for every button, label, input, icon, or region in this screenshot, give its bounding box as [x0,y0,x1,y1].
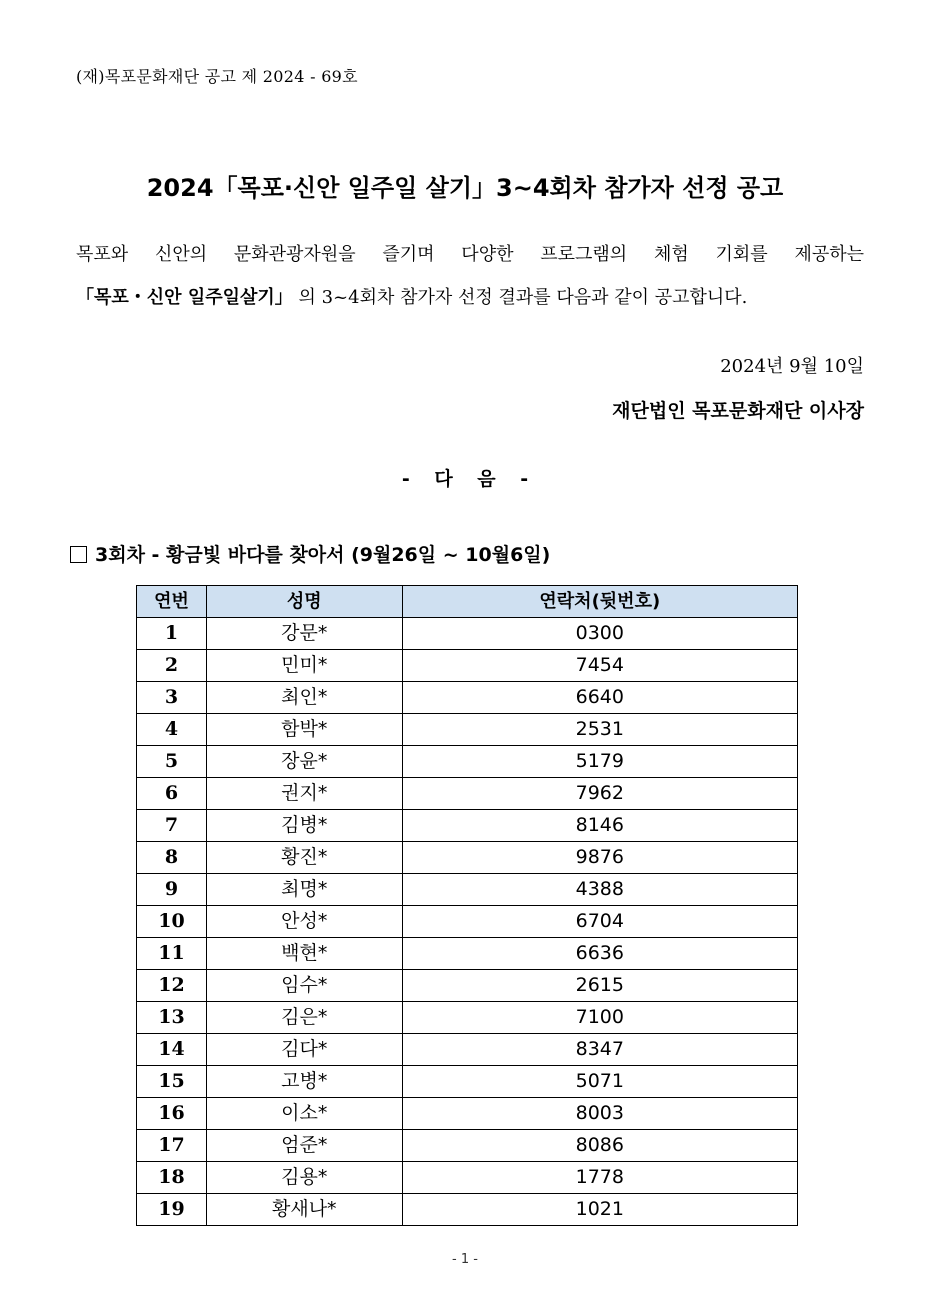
participant-name: 안성* [206,906,402,938]
participant-name: 김은* [206,1002,402,1034]
table-row [137,1098,798,1130]
phone-last-digits: 0300 [402,618,797,650]
table-row [137,1034,798,1066]
table-row [137,938,798,970]
phone-last-digits: 7454 [402,650,797,682]
intro-paragraph-line-2 [76,283,864,309]
table-header-row [137,586,798,618]
participant-name: 고병* [206,1066,402,1098]
participant-name: 황새나* [206,1194,402,1226]
table-row [137,714,798,746]
participant-name: 김용* [206,1162,402,1194]
table-row [137,842,798,874]
row-number: 6 [137,778,207,810]
participant-name: 강문* [206,618,402,650]
page-number: - 1 - [452,1252,478,1267]
phone-last-digits: 8003 [402,1098,797,1130]
section-title: 3회차 - 황금빛 바다를 찾아서 (9월26일 ~ 10월6일) [95,544,551,566]
row-number: 11 [137,938,207,970]
row-number: 19 [137,1194,207,1226]
phone-last-digits: 5179 [402,746,797,778]
phone-last-digits: 7100 [402,1002,797,1034]
table-row [137,810,798,842]
phone-last-digits: 2615 [402,970,797,1002]
program-name: 「목포・신안 일주일살기」 [76,287,293,308]
row-number: 10 [137,906,207,938]
header-phone: 연락처(뒷번호) [402,586,797,618]
notice-number: (재)목포문화재단 공고 제 2024 - 69호 [76,67,358,86]
participant-name: 엄준* [206,1130,402,1162]
row-number: 16 [137,1098,207,1130]
header-number: 연번 [137,586,207,618]
row-number: 18 [137,1162,207,1194]
table-row [137,1066,798,1098]
row-number: 15 [137,1066,207,1098]
table-row [137,874,798,906]
row-number: 14 [137,1034,207,1066]
row-number: 4 [137,714,207,746]
participant-name: 장윤* [206,746,402,778]
row-number: 7 [137,810,207,842]
phone-last-digits: 6636 [402,938,797,970]
table-row [137,970,798,1002]
row-number: 5 [137,746,207,778]
phone-last-digits: 7962 [402,778,797,810]
table-row [137,1002,798,1034]
section-heading [70,540,550,567]
participant-name: 최명* [206,874,402,906]
notice-date: 2024년 9월 10일 [720,356,864,377]
row-number: 1 [137,618,207,650]
table-row [137,1162,798,1194]
phone-last-digits: 1021 [402,1194,797,1226]
table-row [137,1130,798,1162]
intro-paragraph-line-1: 목포와 신안의 문화관광자원을 즐기며 다양한 프로그램의 체험 기회를 제공하는 [76,244,864,265]
table-row [137,682,798,714]
phone-last-digits: 8347 [402,1034,797,1066]
participant-name: 함박* [206,714,402,746]
phone-last-digits: 8146 [402,810,797,842]
participant-name: 민미* [206,650,402,682]
phone-last-digits: 8086 [402,1130,797,1162]
table-row [137,618,798,650]
phone-last-digits: 1778 [402,1162,797,1194]
intro-paragraph-rest: 의 3~4회차 참가자 선정 결과를 다음과 같이 공고합니다. [292,287,748,308]
checkbox-square-icon [70,546,87,563]
row-number: 2 [137,650,207,682]
row-number: 8 [137,842,207,874]
table-row [137,746,798,778]
row-number: 9 [137,874,207,906]
row-number: 13 [137,1002,207,1034]
row-number: 3 [137,682,207,714]
participant-name: 이소* [206,1098,402,1130]
participant-name: 임수* [206,970,402,1002]
participant-name: 황진* [206,842,402,874]
dareum-heading: - 다 음 - [401,468,529,490]
table-row [137,650,798,682]
phone-last-digits: 6640 [402,682,797,714]
phone-last-digits: 4388 [402,874,797,906]
header-name: 성명 [206,586,402,618]
participant-table [136,585,798,1226]
participant-name: 권지* [206,778,402,810]
phone-last-digits: 2531 [402,714,797,746]
signer: 재단법인 목포문화재단 이사장 [612,400,864,422]
participant-name: 최인* [206,682,402,714]
participant-name: 김다* [206,1034,402,1066]
page-title: 2024「목포·신안 일주일 살기」3~4회차 참가자 선정 공고 [146,174,784,202]
table-row [137,906,798,938]
row-number: 12 [137,970,207,1002]
table-row [137,1194,798,1226]
participant-name: 백현* [206,938,402,970]
table-row [137,778,798,810]
row-number: 17 [137,1130,207,1162]
phone-last-digits: 9876 [402,842,797,874]
participant-name: 김병* [206,810,402,842]
phone-last-digits: 5071 [402,1066,797,1098]
phone-last-digits: 6704 [402,906,797,938]
